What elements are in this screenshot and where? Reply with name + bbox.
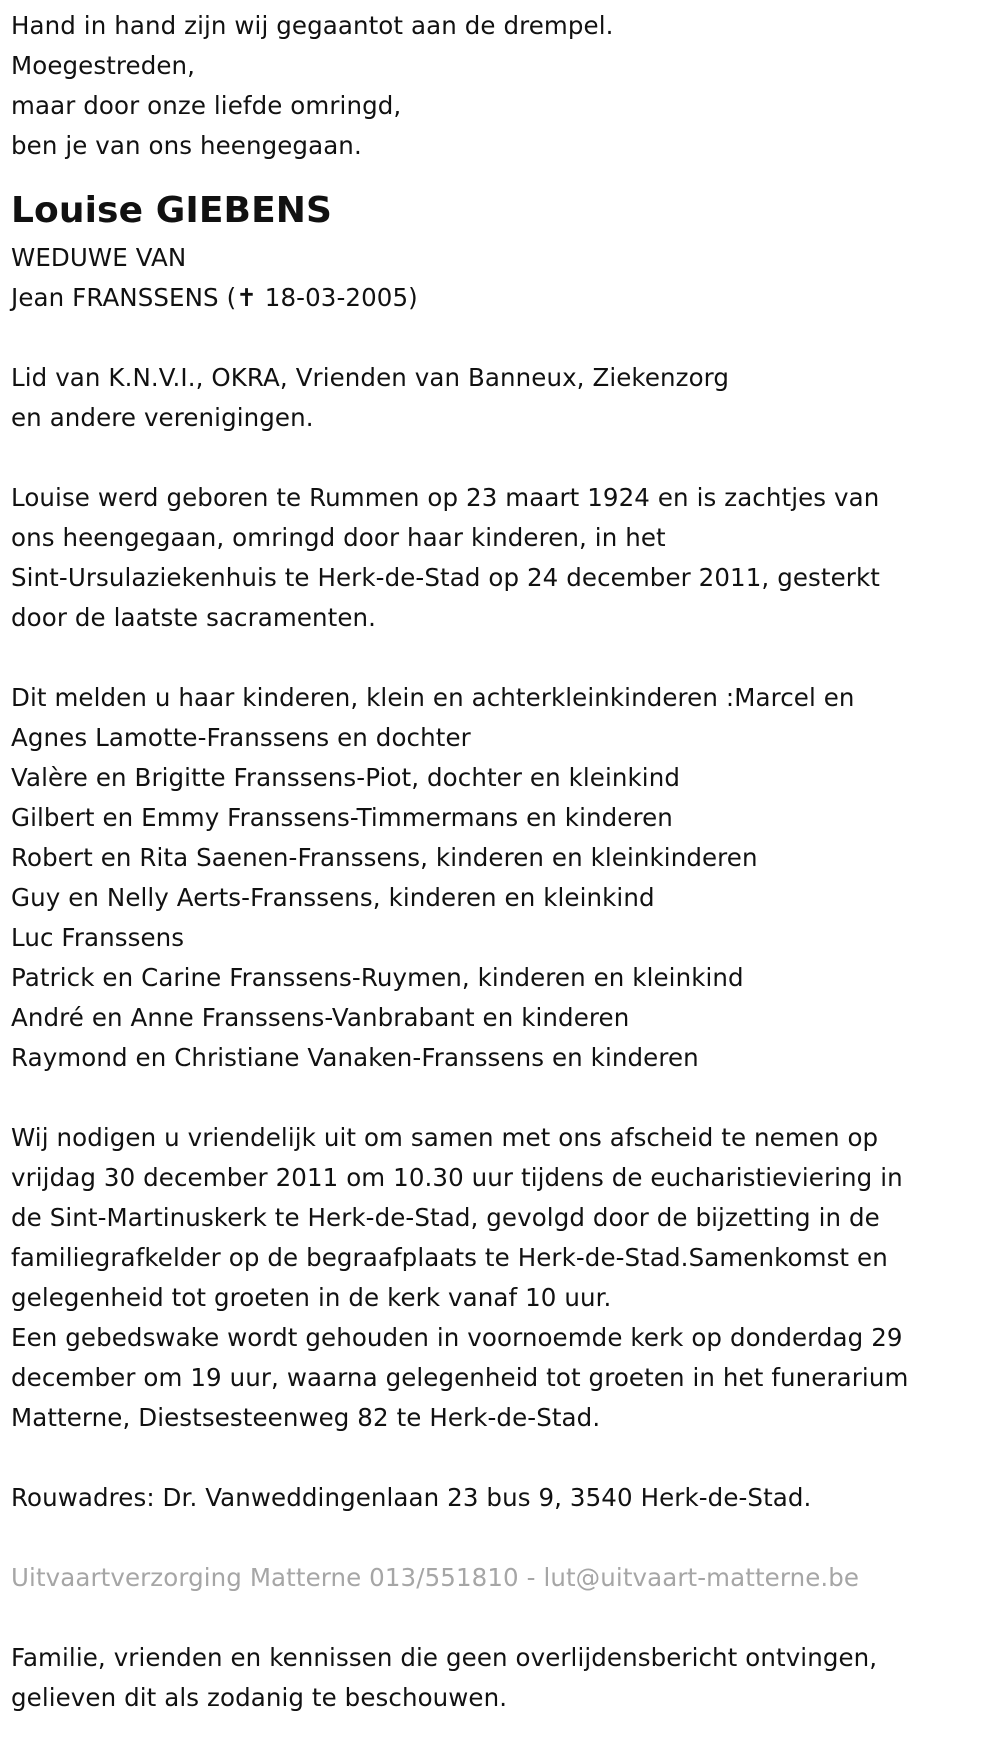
poem-line: ben je van ons heengegaan. [11,131,362,160]
closing-line: Familie, vrienden en kennissen die geen overlijdensbericht ontvingen, [11,1643,878,1672]
funeral-line: familiegrafkelder op de begraafplaats te Herk-de-Stad.Samenkomst en [11,1243,888,1272]
family-line: Dit melden u haar kinderen, klein en achterkleinkinderen :Marcel en [11,683,855,712]
widow-status: WEDUWE VAN [11,243,187,272]
family-line: Luc Franssens [11,923,185,952]
spacer [11,1598,1000,1638]
membership-line: Lid van K.N.V.I., OKRA, Vrienden van Banneux, Ziekenzorg [11,363,730,392]
poem-line: maar door onze liefde omringd, [11,91,402,120]
funeral-line: gelegenheid tot groeten in de kerk vanaf 10 uur. [11,1283,612,1312]
spacer [11,1438,1000,1478]
funeral-line: Een gebedswake wordt gehouden in voornoemde kerk op donderdag 29 [11,1323,903,1352]
biography [11,478,1000,638]
family-line: Valère en Brigitte Franssens-Piot, dochter en kleinkind [11,763,680,792]
funeral-line: vrijdag 30 december 2011 om 10.30 uur tijdens de eucharistieviering in [11,1163,903,1192]
spacer [11,438,1000,478]
funeral-details [11,1118,1000,1438]
funeral-line: Wij nodigen u vriendelijk uit om samen met ons afscheid te nemen op [11,1123,879,1152]
family-line: Robert en Rita Saenen-Franssens, kinderen en kleinkinderen [11,843,758,872]
membership-line: en andere verenigingen. [11,403,314,432]
biography-line: ons heengegaan, omringd door haar kinderen, in het [11,523,666,552]
closing-line: gelieven dit als zodanig te beschouwen. [11,1683,508,1712]
funeral-line: Matterne, Diestsesteenweg 82 te Herk-de-Stad. [11,1403,601,1432]
deceased-name: Louise GIEBENS [11,190,333,231]
mourning-address: Rouwadres: Dr. Vanweddingenlaan 23 bus 9, 3540 Herk-de-Stad. [11,1483,812,1512]
family-line: Agnes Lamotte-Franssens en dochter [11,723,471,752]
poem [11,6,1000,166]
spacer [11,1078,1000,1118]
family-line: Raymond en Christiane Vanaken-Franssens en kinderen [11,1043,699,1072]
biography-line: door de laatste sacramenten. [11,603,377,632]
funeral-line: december om 19 uur, waarna gelegenheid tot groeten in het funerarium [11,1363,909,1392]
family-line: Guy en Nelly Aerts-Franssens, kinderen en kleinkind [11,883,655,912]
memberships [11,358,1000,438]
family-list [11,678,1000,1078]
undertaker-contact: Uitvaartverzorging Matterne 013/551810 - lut@uitvaart-matterne.be [11,1563,860,1592]
family-line: Patrick en Carine Franssens-Ruymen, kinderen en kleinkind [11,963,744,992]
funeral-line: de Sint-Martinuskerk te Herk-de-Stad, gevolgd door de bijzetting in de [11,1203,880,1232]
spacer [11,638,1000,678]
closing-note [11,1638,1000,1718]
family-line: Gilbert en Emmy Franssens-Timmermans en kinderen [11,803,673,832]
spacer [11,1518,1000,1558]
biography-line: Louise werd geboren te Rummen op 23 maart 1924 en is zachtjes van [11,483,880,512]
poem-line: Moegestreden, [11,51,196,80]
spouse-line: Jean FRANSSENS (✝ 18-03-2005) [11,283,418,312]
poem-line: Hand in hand zijn wij gegaantot aan de drempel. [11,11,614,40]
family-line: André en Anne Franssens-Vanbrabant en kinderen [11,1003,630,1032]
spacer [11,318,1000,358]
biography-line: Sint-Ursulaziekenhuis te Herk-de-Stad op 24 december 2011, gesterkt [11,563,880,592]
